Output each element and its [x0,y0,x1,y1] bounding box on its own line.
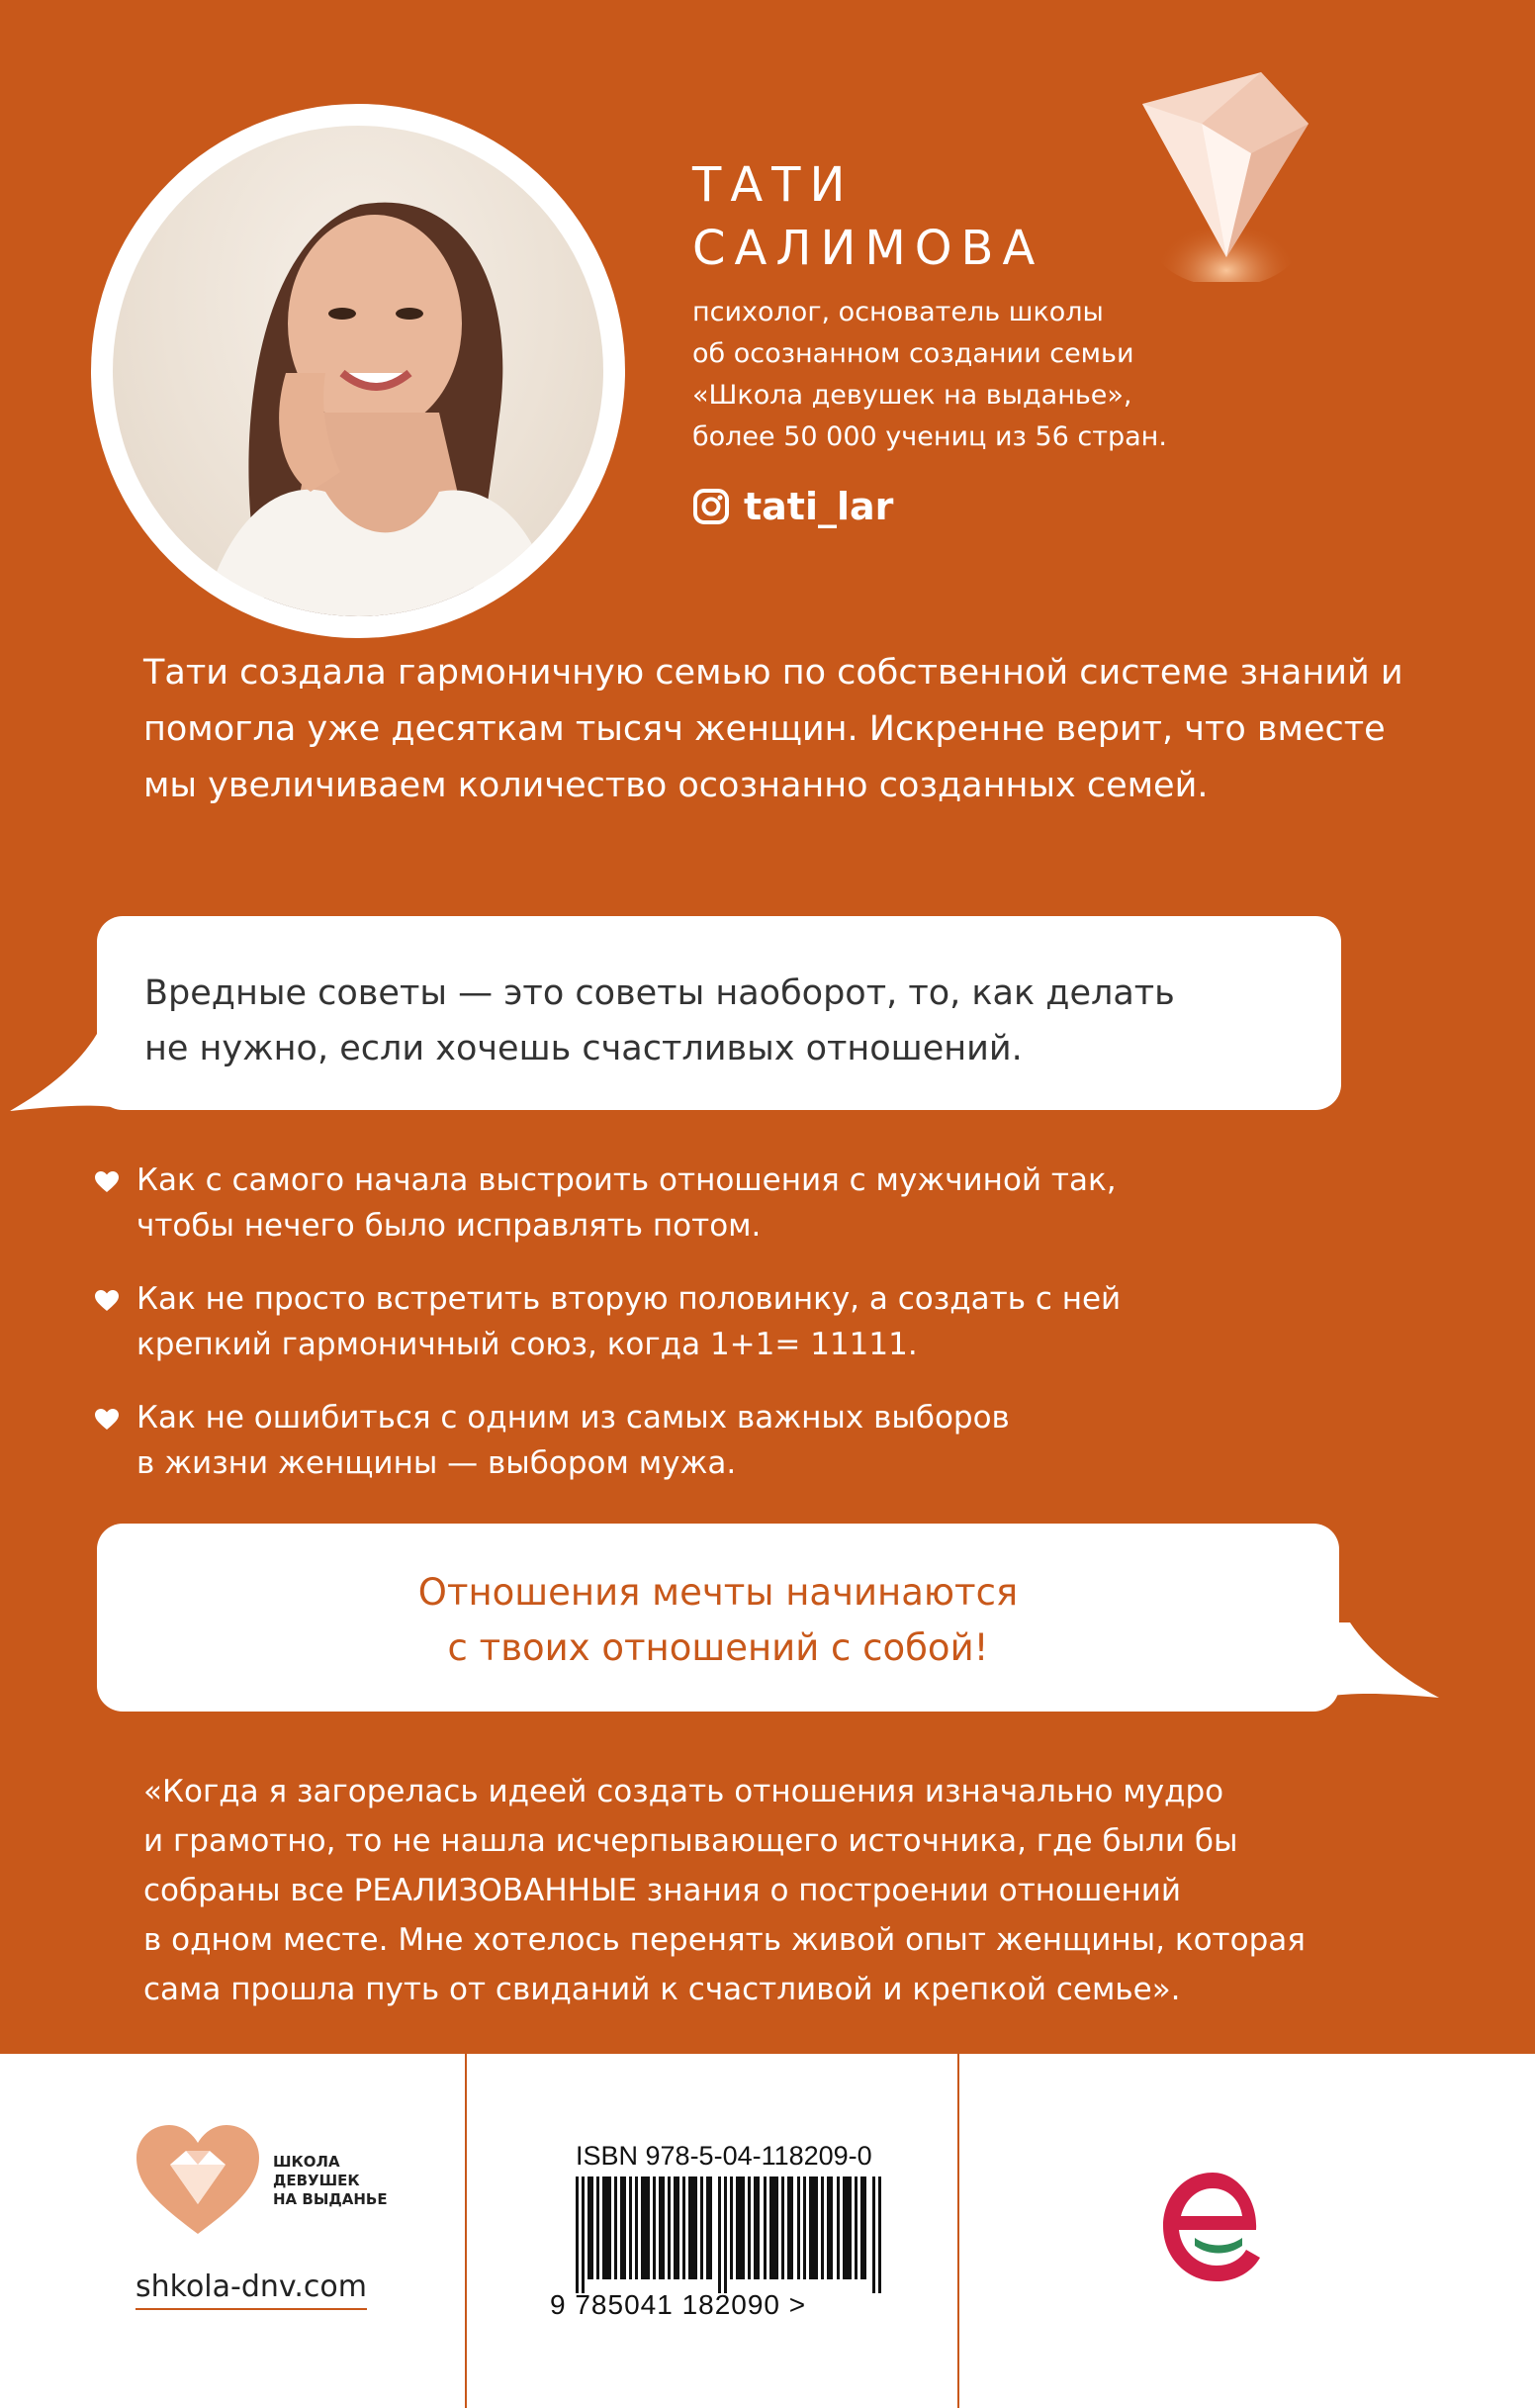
benefits-list [95,1158,1381,1514]
quote-line: сама прошла путь от свиданий к счастливой и крепкой семье». [143,1972,1181,2007]
author-name-line2: САЛИМОВА [692,221,1044,276]
speech-bubble-advice [97,916,1341,1110]
list-item-line: Как не ошибиться с одним из самых важных выборов [136,1400,1010,1436]
quote-line: и грамотно, то не нашла исчерпывающего источника, где были бы [143,1823,1238,1859]
school-name-line: ДЕВУШЕК [273,2171,360,2189]
author-desc-line: «Школа девушек на выданье», [692,380,1132,411]
quote-line: собраны все РЕАЛИЗОВАННЫЕ знания о построении отношений [143,1873,1182,1908]
school-name-line: НА ВЫДАНЬЕ [273,2189,388,2208]
website-link[interactable]: shkola-dnv.com [135,2269,367,2310]
quote-line: в одном месте. Мне хотелось перенять живой опыт женщины, которая [143,1922,1306,1958]
isbn-label: ISBN 978-5-04-118209-0 [576,2141,872,2171]
barcode [576,2176,890,2293]
quote-line: «Когда я загорелась идеей создать отношения изначально мудро [143,1774,1224,1809]
list-item-line: чтобы нечего было исправлять потом. [136,1208,762,1244]
speech-tail-right [1325,1622,1439,1707]
list-item-line: крепкий гармоничный союз, когда 1+1= 11111. [136,1327,918,1362]
heart-diamond-logo-icon [136,2125,259,2236]
instagram-handle: tati_lar [744,485,894,528]
footer-panel [0,2054,1535,2408]
intro-paragraph: Тати создала гармоничную семью по собственной системе знаний и помогла уже десяткам тысяч женщин. Искренне верит, что вместе мы увеличиваем количество осознанно созданных семей. [143,653,1403,805]
bubble-line: не нужно, если хочешь счастливых отношений. [144,1029,1023,1068]
instagram-icon [692,488,730,525]
heart-icon [95,1171,119,1193]
eksmo-publisher-logo-icon [1155,2163,1264,2291]
list-item-line: Как не просто встретить вторую половинку, а создать с ней [136,1281,1122,1317]
footer-divider [957,2054,959,2408]
barcode-digits: 9 785041 182090 > [550,2289,807,2320]
list-item [95,1395,1381,1486]
slogan-line: с твоих отношений с собой! [447,1626,989,1669]
heart-icon [95,1409,119,1431]
list-item-line: в жизни женщины — выбором мужа. [136,1445,737,1481]
school-name [273,2153,388,2209]
slogan-text [97,1565,1339,1676]
bubble-line: Вредные советы — это советы наоборот, то, как делать [144,973,1175,1013]
school-name-line: ШКОЛА [273,2152,340,2171]
list-item [95,1158,1381,1249]
list-item [95,1276,1381,1367]
author-name-line1: ТАТИ [692,157,855,213]
speech-bubble-slogan [97,1524,1339,1712]
author-description [692,292,1246,458]
author-quote [143,1767,1459,2014]
author-name [692,153,1043,280]
list-item-line: Как с самого начала выстроить отношения с мужчиной так, [136,1162,1117,1198]
author-desc-line: психолог, основатель школы [692,297,1104,327]
instagram-link[interactable] [692,485,893,528]
speech-bubble-advice-text [144,966,1175,1076]
slogan-line: Отношения мечты начинаются [417,1571,1019,1614]
author-desc-line: более 50 000 учениц из 56 стран. [692,421,1167,452]
gem-icon [1132,64,1315,282]
footer-divider [465,2054,467,2408]
author-desc-line: об осознанном создании семьи [692,338,1134,369]
heart-icon [95,1290,119,1312]
school-logo [136,2125,388,2236]
author-photo [113,126,603,616]
